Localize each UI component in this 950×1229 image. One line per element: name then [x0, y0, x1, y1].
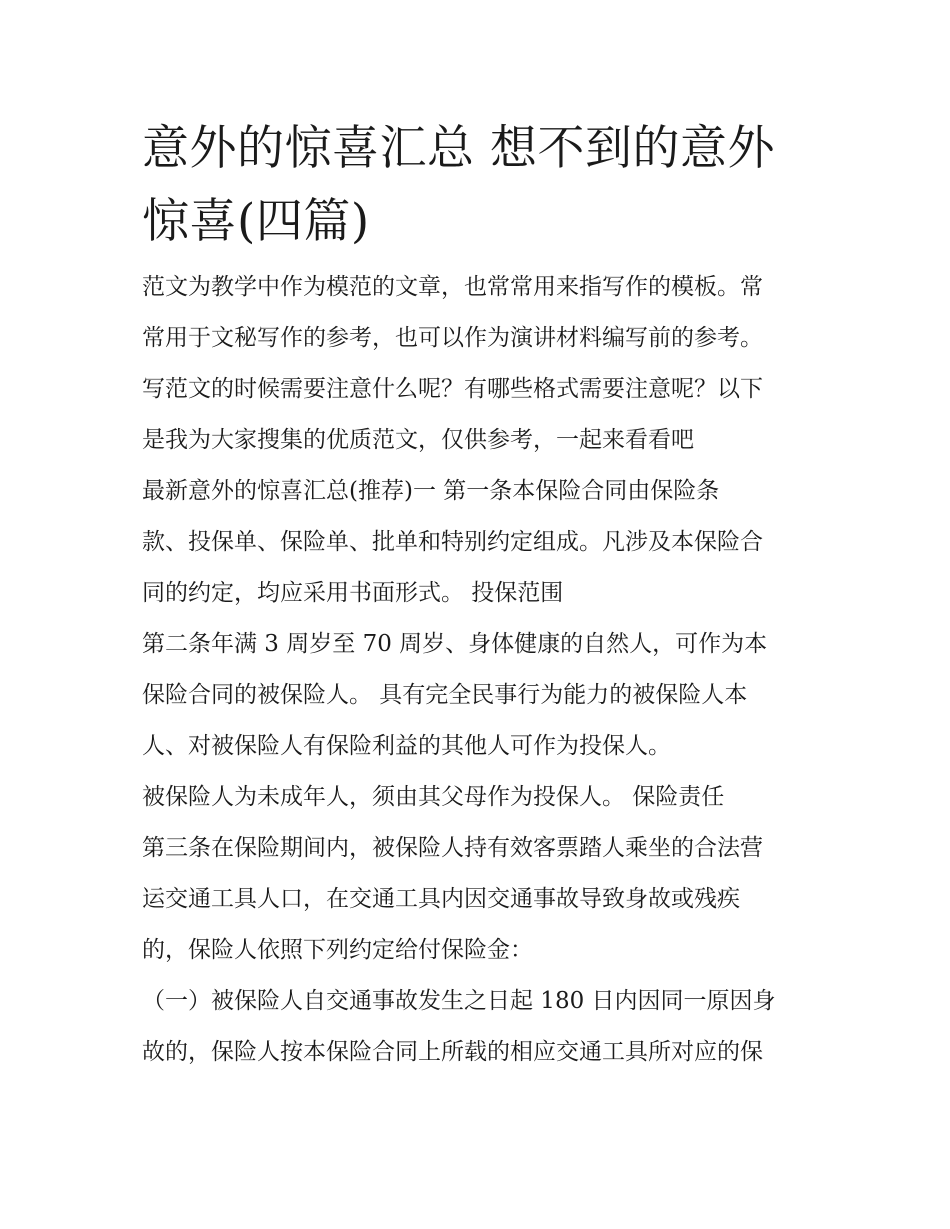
body-line: 范文为教学中作为模范的文章，也常常用来指写作的模板。常 [142, 274, 763, 300]
body-line: 第二条年满 3 周岁至 70 周岁、身体健康的自然人，可作为本 [142, 631, 768, 657]
body-line: （一）被保险人自交通事故发生之日起 180 日内因同一原因身 [142, 988, 776, 1014]
body-line: 是我为大家搜集的优质范文，仅供参考，一起来看看吧 [142, 427, 694, 453]
body-line: 保险合同的被保险人。 具有完全民事行为能力的被保险人本 [142, 682, 748, 708]
body-line: 写范文的时候需要注意什么呢？有哪些格式需要注意呢？以下 [142, 376, 763, 402]
body-line: 人、对被保险人有保险利益的其他人可作为投保人。 [142, 733, 671, 759]
body-line: 第三条在保险期间内，被保险人持有效客票踏人乘坐的合法营 [142, 835, 763, 861]
body-line: 故的，保险人按本保险合同上所载的相应交通工具所对应的保 [142, 1039, 763, 1065]
title-line-2: 惊喜(四篇) [142, 194, 370, 249]
body-line: 最新意外的惊喜汇总(推荐)一 第一条本保险合同由保险条 [142, 478, 720, 504]
body-line: 被保险人为未成年人，须由其父母作为投保人。 保险责任 [142, 784, 725, 810]
body-line: 运交通工具人口，在交通工具内因交通事故导致身故或残疾 [142, 886, 740, 912]
body-line: 常用于文秘写作的参考，也可以作为演讲材料编写前的参考。 [142, 325, 763, 351]
body-line: 的，保险人依照下列约定给付保险金： [142, 937, 533, 963]
document-body [142, 262, 814, 1078]
document-title [142, 112, 814, 258]
document-page [142, 112, 814, 1078]
body-line: 同的约定，均应采用书面形式。 投保范围 [142, 580, 564, 606]
title-line-1: 意外的惊喜汇总 想不到的意外 [142, 121, 775, 176]
body-line: 款、投保单、保险单、批单和特别约定组成。凡涉及本保险合 [142, 529, 763, 555]
